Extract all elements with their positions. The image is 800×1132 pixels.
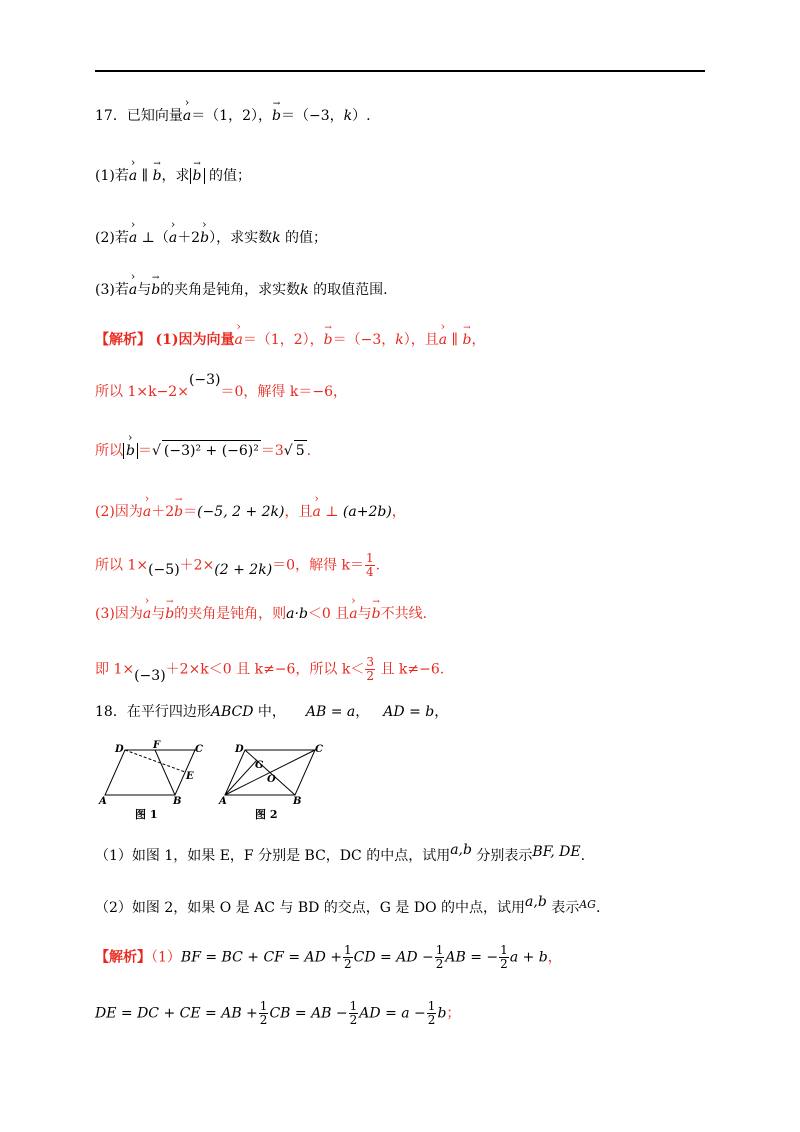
q18-part1: （1）如图 1，如果 E，F 分别是 BC，DC 的中点，试用a,b 分别表示BF, DE. (95, 842, 586, 864)
figure-1-caption: 图 1 (135, 808, 158, 821)
ans17-line3: 所以› b ＝√ (−3)² + (−6)² ＝3√ 5 . (95, 440, 311, 461)
ans17-line7: 即 1×(−3)＋2×k＜0 且 k≠−6，所以 k＜ $\frac{3}{2}$ 且 k≠−6. (95, 655, 445, 684)
q17-part3: (3)若› a与→ b的夹角是钝角，求实数k 的取值范围. (95, 280, 388, 300)
svg-text:B: B (293, 796, 302, 807)
ans18-line1: 【解析】（1）BF = BC + CF = AD + $\frac{1}{2}$ CD = AD − $\frac{1}{2}$ AB = − $\frac{1}{2}$ a + b， (95, 943, 562, 971)
figure-2 (215, 740, 345, 824)
ans17-line6: (3)因为› a与→ b的夹角是钝角，则a·b＜0 且› a与→ b不共线. (95, 604, 427, 624)
ans17-line5: 所以 1×(−5)＋2×(2 + 2k)＝0，解得 k＝ $\frac{1}{4}$ . (95, 551, 381, 579)
svg-text:C: C (195, 744, 203, 755)
parallelogram-figure-2 (215, 740, 345, 820)
ans17-line2: 所以 1×k−2×(−3)＝0，解得 k＝−6， (95, 372, 347, 400)
parallelogram-figure-1 (95, 740, 225, 820)
svg-text:A: A (99, 796, 107, 807)
svg-text:O: O (267, 774, 276, 785)
svg-text:B: B (173, 796, 182, 807)
header-rule (95, 70, 705, 72)
figure-1 (95, 740, 225, 824)
q18-statement: 18．在平行四边形ABCD 中， AB = a， AD = b， (95, 704, 449, 720)
svg-text:E: E (186, 771, 194, 782)
svg-text:C: C (315, 744, 323, 755)
ans17-line1: 【解析】 (1)因为向量› a＝（1，2），→ b＝（−3，k），且› a ∥ → b， (95, 330, 485, 350)
ans18-line2: DE = DC + CE = AB + $\frac{1}{2}$ CB = AB − $\frac{1}{2}$ AD = a − $\frac{1}{2}$ b； (95, 999, 461, 1027)
svg-text:A: A (219, 796, 227, 807)
ans17-line4: (2)因为› a＋2→ b＝(−5, 2 + 2k)，且› a ⊥ (a+2b)， (95, 502, 406, 522)
svg-text:F: F (153, 740, 161, 751)
svg-text:D: D (115, 744, 124, 755)
q18-part2: （2）如图 2，如果 O 是 AC 与 BD 的交点，G 是 DO 的中点，试用a,b 表示$^{AG}$. (95, 894, 601, 916)
figure-2-caption: 图 2 (255, 808, 278, 821)
q17-part2: (2)若› a ⊥（› a＋2› b），求实数k 的值； (95, 228, 327, 248)
q17-part1: (1)若› a ∥ → b，求→ b 的值； (95, 166, 251, 186)
svg-text:G: G (255, 760, 264, 771)
svg-text:D: D (235, 744, 244, 755)
q17-statement: 17．已知向量› a＝（1，2），→ b＝（−3，k）. (95, 106, 371, 126)
